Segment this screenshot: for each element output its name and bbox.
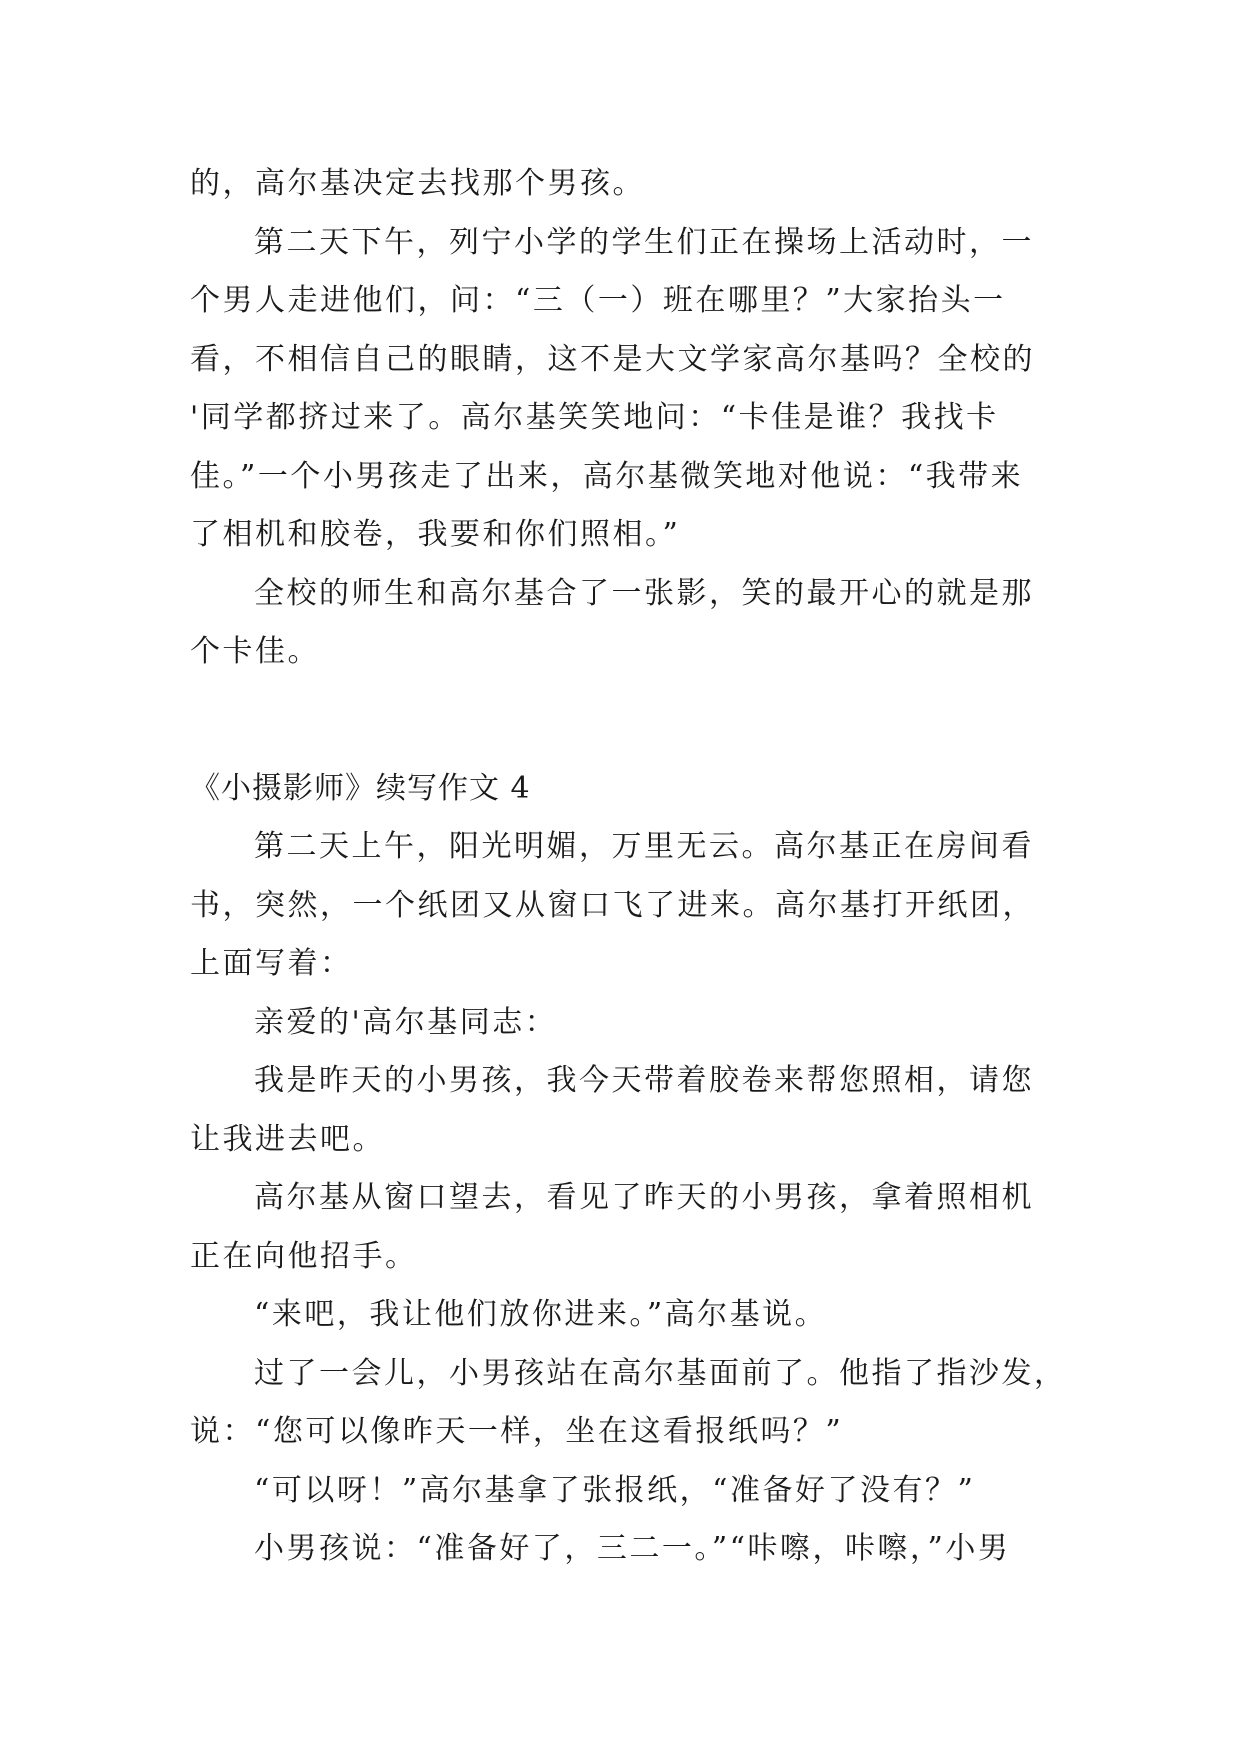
paragraph-line: 高尔基从窗口望去，看见了昨天的小男孩，拿着照相机: [254, 1180, 1034, 1215]
section-gap: [190, 682, 1050, 760]
paragraph-line: 亲爱的'高尔基同志：: [254, 1004, 558, 1040]
paragraph-line: 个卡佳。: [190, 634, 320, 669]
paragraph-line: 过了一会儿，小男孩站在高尔基面前了。他指了指沙发，: [254, 1355, 1067, 1391]
document-body: [190, 155, 1067, 1579]
paragraph-line: 让我进去吧。: [190, 1121, 385, 1157]
paragraph-line: 佳。”一个小男孩走了出来，高尔基微笑地对他说：“我带来: [190, 458, 1024, 494]
paragraph-line: 书，突然，一个纸团又从窗口飞了进来。高尔基打开纸团，: [190, 887, 1035, 923]
paragraph-line: 全校的师生和高尔基合了一张影，笑的最开心的就是那: [254, 575, 1034, 611]
paragraph-line: 了相机和胶卷，我要和你们照相。”: [190, 517, 681, 552]
paragraph-line: 第二天上午，阳光明媚，万里无云。高尔基正在房间看: [254, 829, 1034, 864]
paragraph-line: 上面写着：: [190, 946, 353, 981]
paragraph-line: '同学都挤过来了。高尔基笑笑地问：“卡佳是谁？我找卡: [190, 400, 999, 435]
paragraph-line: “来吧，我让他们放你进来。”高尔基说。: [254, 1297, 828, 1332]
paragraph-line: 看，不相信自己的眼睛，这不是大文学家高尔基吗？全校的: [190, 341, 1035, 377]
paragraph-line: 第二天下午，列宁小学的学生们正在操场上活动时，一: [254, 224, 1034, 260]
paragraph-line: “可以呀！”高尔基拿了张报纸，“准备好了没有？”: [254, 1472, 976, 1508]
section-heading: 《小摄影师》续写作文 4: [190, 770, 531, 806]
paragraph-line: 小男孩说：“准备好了，三二一。”“咔嚓，咔嚓，”小男: [254, 1531, 1011, 1566]
paragraph-line: 的，高尔基决定去找那个男孩。: [190, 166, 645, 201]
paragraph-line: 个男人走进他们，问：“三（一）班在哪里？”大家抬头一: [190, 283, 1006, 318]
paragraph-line: 说：“您可以像昨天一样，坐在这看报纸吗？”: [190, 1414, 844, 1449]
paragraph-line: 我是昨天的小男孩，我今天带着胶卷来帮您照相，请您: [254, 1063, 1034, 1098]
paragraph-line: 正在向他招手。: [190, 1238, 418, 1274]
